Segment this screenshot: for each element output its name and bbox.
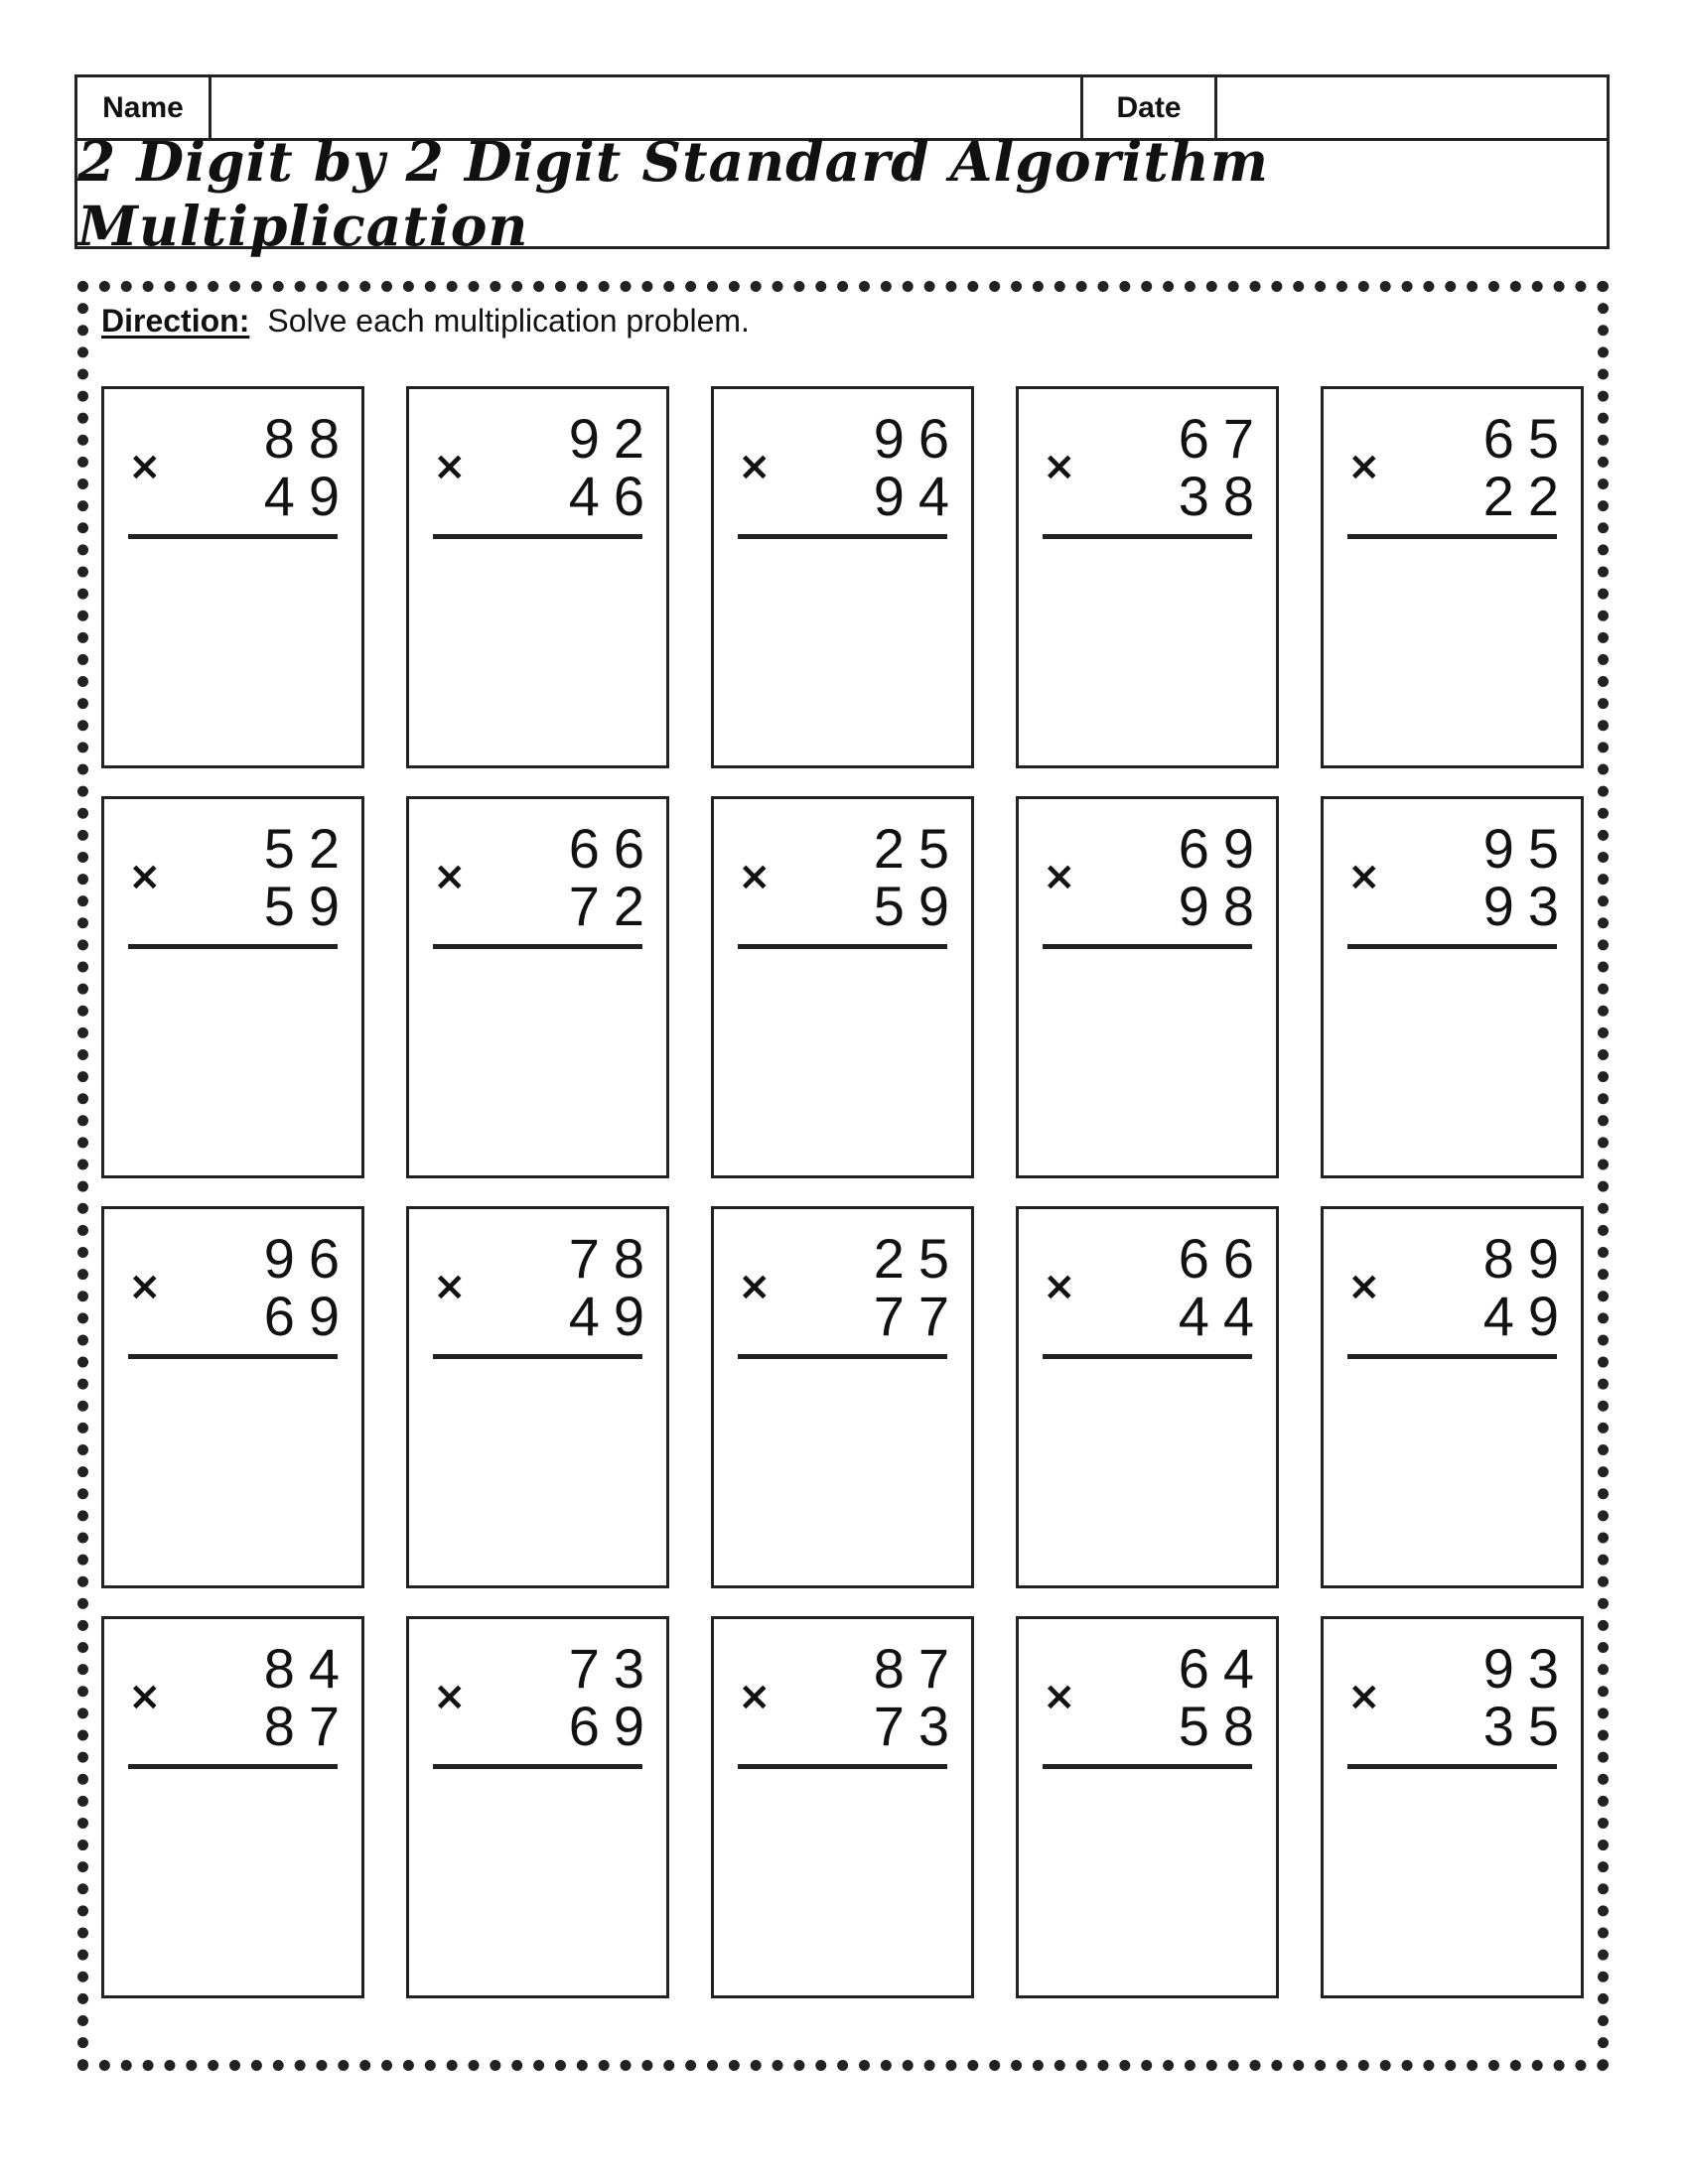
answer-line <box>128 534 338 539</box>
problem-box[interactable] <box>101 1616 364 1998</box>
multiply-sign-icon: × <box>128 444 162 489</box>
multiplicand: 66 <box>568 817 658 880</box>
name-label: Name <box>77 77 211 138</box>
multiplier: 44 <box>1178 1285 1268 1347</box>
multiply-sign-icon: × <box>128 1264 162 1309</box>
multiply-sign-icon: × <box>738 1674 772 1719</box>
answer-line <box>433 1764 642 1769</box>
multiply-sign-icon: × <box>433 1264 467 1309</box>
multiplier: 35 <box>1482 1695 1573 1757</box>
problem-box[interactable] <box>406 796 669 1178</box>
answer-line <box>738 1354 947 1359</box>
multiplicand: 84 <box>263 1637 353 1700</box>
multiplier: 38 <box>1178 465 1268 527</box>
multiply-sign-icon: × <box>128 1674 162 1719</box>
multiply-sign-icon: × <box>1347 1674 1381 1719</box>
answer-line <box>1043 944 1252 949</box>
multiplier: 22 <box>1482 465 1573 527</box>
problem-box[interactable] <box>1016 1616 1279 1998</box>
multiply-sign-icon: × <box>738 854 772 899</box>
multiplier: 59 <box>873 875 963 937</box>
answer-line <box>433 1354 642 1359</box>
direction-line <box>101 303 750 340</box>
multiply-sign-icon: × <box>738 444 772 489</box>
multiply-sign-icon: × <box>1043 1264 1076 1309</box>
answer-line <box>738 944 947 949</box>
answer-line <box>128 1764 338 1769</box>
answer-line <box>738 1764 947 1769</box>
multiplier: 87 <box>263 1695 353 1757</box>
multiplicand: 65 <box>1482 407 1573 470</box>
problem-box[interactable] <box>406 1616 669 1998</box>
multiplier: 77 <box>873 1285 963 1347</box>
multiplicand: 69 <box>1178 817 1268 880</box>
problem-box[interactable] <box>406 386 669 768</box>
worksheet-header <box>74 74 1610 258</box>
answer-line <box>1043 534 1252 539</box>
multiplicand: 96 <box>873 407 963 470</box>
problem-box[interactable] <box>1321 796 1584 1178</box>
multiplier: 73 <box>873 1695 963 1757</box>
answer-line <box>128 944 338 949</box>
multiplicand: 66 <box>1178 1227 1268 1290</box>
problem-box[interactable] <box>1321 1616 1584 1998</box>
multiplicand: 73 <box>568 1637 658 1700</box>
multiply-sign-icon: × <box>1043 854 1076 899</box>
answer-line <box>128 1354 338 1359</box>
answer-line <box>1347 944 1557 949</box>
direction-label: Direction: <box>101 303 250 339</box>
multiplicand: 89 <box>1482 1227 1573 1290</box>
answer-line <box>1347 1764 1557 1769</box>
multiplier: 58 <box>1178 1695 1268 1757</box>
answer-line <box>1347 534 1557 539</box>
multiplicand: 67 <box>1178 407 1268 470</box>
problem-box[interactable] <box>101 1206 364 1588</box>
multiplicand: 95 <box>1482 817 1573 880</box>
answer-line <box>433 944 642 949</box>
multiply-sign-icon: × <box>128 854 162 899</box>
multiply-sign-icon: × <box>1347 1264 1381 1309</box>
problem-box[interactable] <box>406 1206 669 1588</box>
multiplicand: 88 <box>263 407 353 470</box>
problem-box[interactable] <box>1321 386 1584 768</box>
problem-box[interactable] <box>1016 796 1279 1178</box>
multiplicand: 92 <box>568 407 658 470</box>
answer-line <box>738 534 947 539</box>
direction-text: Solve each multiplication problem. <box>267 303 750 339</box>
multiply-sign-icon: × <box>433 854 467 899</box>
answer-line <box>1043 1354 1252 1359</box>
multiplicand: 25 <box>873 1227 963 1290</box>
multiplier: 49 <box>568 1285 658 1347</box>
multiply-sign-icon: × <box>1043 444 1076 489</box>
problem-box[interactable] <box>1321 1206 1584 1588</box>
answer-line <box>433 534 642 539</box>
answer-line <box>1347 1354 1557 1359</box>
problem-box[interactable] <box>1016 1206 1279 1588</box>
problem-grid <box>101 386 1581 2014</box>
worksheet-title: 2 Digit by 2 Digit Standard Algorithm Multiplication <box>77 129 1269 258</box>
multiply-sign-icon: × <box>1043 1674 1076 1719</box>
multiplicand: 25 <box>873 817 963 880</box>
problem-box[interactable] <box>711 386 974 768</box>
multiply-sign-icon: × <box>433 1674 467 1719</box>
answer-line <box>1043 1764 1252 1769</box>
multiplicand: 96 <box>263 1227 353 1290</box>
date-label: Date <box>1083 77 1217 138</box>
multiplier: 69 <box>568 1695 658 1757</box>
problem-box[interactable] <box>1016 386 1279 768</box>
multiplicand: 52 <box>263 817 353 880</box>
multiplier: 59 <box>263 875 353 937</box>
multiplicand: 93 <box>1482 1637 1573 1700</box>
multiplicand: 64 <box>1178 1637 1268 1700</box>
problem-box[interactable] <box>711 1616 974 1998</box>
multiplicand: 87 <box>873 1637 963 1700</box>
multiplier: 72 <box>568 875 658 937</box>
multiply-sign-icon: × <box>433 444 467 489</box>
problem-box[interactable] <box>101 386 364 768</box>
multiply-sign-icon: × <box>1347 854 1381 899</box>
problem-box[interactable] <box>711 796 974 1178</box>
multiplier: 49 <box>1482 1285 1573 1347</box>
multiplier: 69 <box>263 1285 353 1347</box>
multiply-sign-icon: × <box>1347 444 1381 489</box>
multiplier: 94 <box>873 465 963 527</box>
multiplicand: 78 <box>568 1227 658 1290</box>
multiply-sign-icon: × <box>738 1264 772 1309</box>
multiplier: 93 <box>1482 875 1573 937</box>
problem-box[interactable] <box>711 1206 974 1588</box>
multiplier: 49 <box>263 465 353 527</box>
multiplier: 98 <box>1178 875 1268 937</box>
multiplier: 46 <box>568 465 658 527</box>
problem-box[interactable] <box>101 796 364 1178</box>
